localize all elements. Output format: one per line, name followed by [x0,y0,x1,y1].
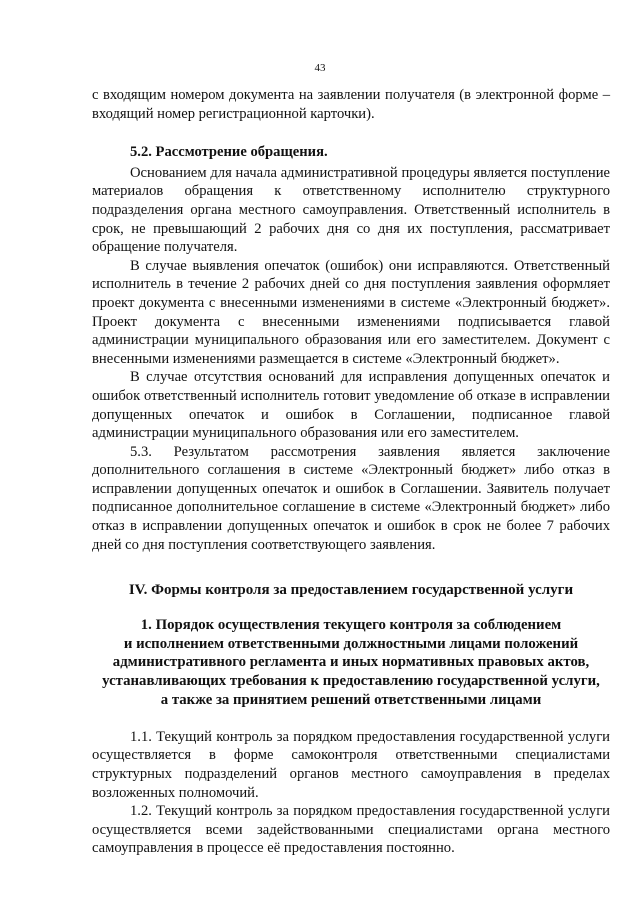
chapter-4-title: IV. Формы контроля за предоставлением государственной услуги [128,582,574,599]
section-5-2-paragraph-1: Основанием для начала административной процедуры является поступление материалов обращения к ответственному исполнителю структурного подразделения органа местного самоуправления. Ответственный исполнитель в срок, не превышающий 2 рабочих дня со дня их поступления, рассматривает обращение получателя. [92,164,610,256]
section-5-2-paragraph-3: В случае отсутствия оснований для исправления допущенных опечаток и ошибок ответственный исполнитель готовит уведомление об отказе в исправлении допущенных опечаток и ошибок в Соглашении, подписанное главой администрации муниципального образования или его заместителем. [92,369,610,442]
subsection-1-title-line: и исполнением ответственными должностными лицами положений [123,635,579,652]
section-5-2-title: 5.2. Рассмотрение обращения. [130,144,328,161]
section-5-2-paragraph-2: В случае выявления опечаток (ошибок) они исправляются. Ответственный исполнитель в течение 2 рабочих дней со дня поступления заявления оформляет проект документа с внесенными изменениями в системе «Электронный бюджет». Проект документа с внесенными изменениями подписывается главой администрации муниципального образования или его заместителем. Документ с внесенными изменениями размещается в системе «Электронный бюджет». [92,257,610,367]
subsection-1-title [92,616,610,710]
document-body [92,86,610,858]
subsection-1-1-paragraph: 1.1. Текущий контроль за порядком предоставления государственной услуги осуществляется в форме самоконтроля ответственными специалистами структурных подразделений органов местного самоуправления в пределах возложенных полномочий. [92,728,610,801]
subsection-1-title-line: административного регламента и иных нормативных правовых актов, [112,654,590,671]
subsection-1-2-paragraph: 1.2. Текущий контроль за порядком предоставления государственной услуги осуществляется всеми задействованными специалистами органа местного самоуправления в процессе её предоставления постоянно. [92,803,610,857]
intro-paragraph: с входящим номером документа на заявлении получателя (в электронной форме – входящий номер регистрационной карточки). [92,87,610,122]
subsection-1-title-line: устанавливающих требования к предоставлению государственной услуги, [102,673,600,690]
subsection-1-title-line: а также за принятием решений ответственными лицами [160,692,542,709]
subsection-1-title-line: 1. Порядок осуществления текущего контроля за соблюдением [140,616,562,633]
page-number: 43 [314,62,326,74]
section-5-3-paragraph: 5.3. Результатом рассмотрения заявления является заключение дополнительного соглашения в системе «Электронный бюджет» либо отказ в исправлении допущенных опечаток и ошибок в Соглашении. Заявитель получает подписанное дополнительное соглашение в системе «Электронный бюджет» либо отказ в исправлении допущенных опечаток и ошибок в срок не более 7 рабочих дней со дня поступления соответствующего заявления. [92,443,610,553]
